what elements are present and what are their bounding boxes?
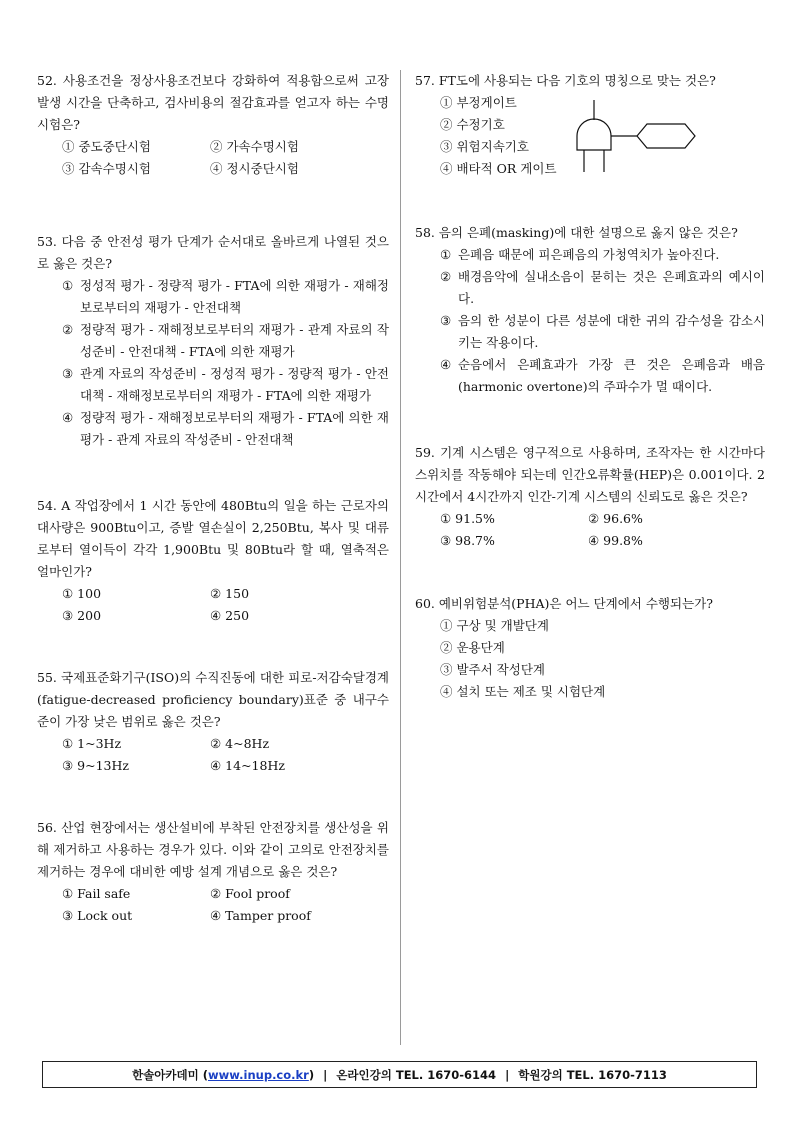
question-57 [415, 70, 765, 180]
option-4[interactable] [62, 407, 389, 451]
left-column [37, 70, 389, 927]
option-number: ④ [62, 410, 74, 425]
option-4[interactable] [440, 354, 765, 398]
option-4[interactable]: ④ 설치 또는 제조 및 시험단계 [440, 684, 606, 699]
option-number: ④ [440, 357, 452, 372]
option-list [62, 136, 389, 180]
question-56 [37, 817, 389, 927]
question-59 [415, 442, 765, 552]
option-2[interactable]: ② 운용단계 [440, 640, 505, 655]
option-1[interactable]: ① 부정게이트 [440, 95, 517, 110]
option-number: ② [440, 269, 452, 284]
option-3[interactable]: ③ Lock out [62, 908, 133, 923]
option-1[interactable]: ① 중도중단시험 [62, 139, 151, 154]
website-link[interactable]: www.inup.co.kr [208, 1067, 309, 1082]
option-1[interactable]: ① Fail safe [62, 886, 131, 901]
academy-name: 한솔아카데미 ( [132, 1067, 209, 1082]
option-2[interactable]: ② 4~8Hz [210, 736, 270, 751]
option-list [62, 275, 389, 451]
option-text: 정량적 평가 - 재해정보로부터의 재평가 - FTA에 의한 재평가 - 관계 자료의 작성준비 - 안전대책 [80, 410, 389, 447]
offline-lecture-tel: 학원강의 TEL. 1670-7113 [518, 1067, 667, 1082]
option-4[interactable]: ④ 14~18Hz [210, 758, 285, 773]
inhibit-gate-symbol-icon [575, 100, 735, 178]
option-list [440, 508, 765, 552]
online-lecture-tel: 온라인강의 TEL. 1670-6144 [336, 1067, 497, 1082]
right-column [415, 70, 765, 703]
footer-separator: | [323, 1067, 328, 1082]
option-2[interactable]: ② 수정기호 [440, 117, 505, 132]
option-text: 순음에서 은폐효과가 가장 큰 것은 은폐음과 배음(harmonic overtone)의 주파수가 멀 때이다. [458, 357, 765, 394]
option-list [62, 883, 389, 927]
option-4[interactable]: ④ 250 [210, 608, 250, 623]
option-text: 정량적 평가 - 재해정보로부터의 재평가 - 관계 자료의 작성준비 - 안전대책 - FTA에 의한 재평가 [80, 322, 389, 359]
option-1[interactable]: ① 구상 및 개발단계 [440, 618, 549, 633]
option-3[interactable] [62, 363, 389, 407]
option-list [440, 244, 765, 398]
academy-name-close: ) [308, 1067, 315, 1082]
option-1[interactable] [440, 244, 765, 266]
question-stem: 52. 사용조건을 정상사용조건보다 강화하여 적용함으로써 고장 발생 시간을 단축하고, 검사비용의 절감효과를 얻고자 하는 수명 시험은? [37, 73, 389, 132]
option-3[interactable]: ③ 200 [62, 608, 102, 623]
option-list [440, 615, 765, 703]
page-footer [42, 1061, 757, 1088]
option-2[interactable]: ② 150 [210, 586, 250, 601]
question-55 [37, 667, 389, 777]
option-2[interactable]: ② 96.6% [588, 511, 643, 526]
option-2[interactable] [62, 319, 389, 363]
column-divider [400, 70, 401, 1045]
footer-separator: | [505, 1067, 510, 1082]
question-53 [37, 231, 389, 451]
question-58 [415, 222, 765, 398]
option-3[interactable] [440, 310, 765, 354]
option-1[interactable]: ① 91.5% [440, 511, 495, 526]
option-list [62, 583, 389, 627]
option-3[interactable]: ③ 감속수명시험 [62, 161, 151, 176]
question-stem: 59. 기계 시스템은 영구적으로 사용하며, 조작자는 한 시간마다 스위치를 작동해야 되는데 인간오류확률(HEP)은 0.001이다. 2시간에서 4시간까지 인간-기계 시스템의 신뢰도로 옳은 것은? [415, 445, 765, 504]
option-4[interactable]: ④ 99.8% [588, 533, 643, 548]
question-stem: 54. A 작업장에서 1 시간 동안에 480Btu의 일을 하는 근로자의 대사량은 900Btu이고, 증발 열손실이 2,250Btu, 복사 및 대류로부터 열이득이 각각 1,900Btu 및 80Btu라 할 때, 열축적은 얼마인가? [37, 498, 389, 579]
option-3[interactable]: ③ 98.7% [440, 533, 495, 548]
question-stem: 58. 음의 은폐(masking)에 대한 설명으로 옳지 않은 것은? [415, 225, 738, 240]
option-1[interactable]: ① 1~3Hz [62, 736, 122, 751]
option-number: ① [440, 247, 452, 262]
question-60 [415, 593, 765, 703]
option-4[interactable]: ④ Tamper proof [210, 908, 311, 923]
option-2[interactable]: ② Fool proof [210, 886, 290, 901]
option-3[interactable]: ③ 9~13Hz [62, 758, 129, 773]
option-text: 음의 한 성분이 다른 성분에 대한 귀의 감수성을 감소시키는 작용이다. [458, 313, 765, 350]
question-52 [37, 70, 389, 180]
option-text: 은폐음 때문에 피은폐음의 가청역치가 높아진다. [458, 247, 720, 262]
option-4[interactable]: ④ 배타적 OR 게이트 [440, 161, 557, 176]
option-1[interactable] [62, 275, 389, 319]
question-stem: 55. 국제표준화기구(ISO)의 수직진동에 대한 피로-저감숙달경계(fatigue-decreased proficiency boundary)표준 중 내구수준이 가장 낮은 범위로 옳은 것은? [37, 670, 389, 729]
option-2[interactable] [440, 266, 765, 310]
option-number: ① [62, 278, 74, 293]
question-stem: 53. 다음 중 안전성 평가 단계가 순서대로 올바르게 나열된 것으로 옳은 것은? [37, 234, 389, 271]
option-1[interactable]: ① 100 [62, 586, 102, 601]
option-list [62, 733, 389, 777]
question-54 [37, 495, 389, 627]
option-3[interactable]: ③ 발주서 작성단계 [440, 662, 545, 677]
question-stem: 57. FT도에 사용되는 다음 기호의 명칭으로 맞는 것은? [415, 73, 716, 88]
option-number: ③ [62, 366, 74, 381]
option-text: 관계 자료의 작성준비 - 정성적 평가 - 정량적 평가 - 안전대책 - 재해정보로부터의 재평가 - FTA에 의한 재평가 [80, 366, 389, 403]
option-text: 정성적 평가 - 정량적 평가 - FTA에 의한 재평가 - 재해정보로부터의 재평가 - 안전대책 [80, 278, 389, 315]
question-stem: 60. 예비위험분석(PHA)은 어느 단계에서 수행되는가? [415, 596, 713, 611]
option-text: 배경음악에 실내소음이 묻히는 것은 은폐효과의 예시이다. [458, 269, 765, 306]
option-2[interactable]: ② 가속수명시험 [210, 139, 299, 154]
option-number: ③ [440, 313, 452, 328]
option-number: ② [62, 322, 74, 337]
option-4[interactable]: ④ 정시중단시험 [210, 161, 299, 176]
option-3[interactable]: ③ 위험지속기호 [440, 139, 529, 154]
question-stem: 56. 산업 현장에서는 생산설비에 부착된 안전장치를 생산성을 위해 제거하고 사용하는 경우가 있다. 이와 같이 고의로 안전장치를 제거하는 경우에 대비한 예방 설계 개념으로 옳은 것은? [37, 820, 389, 879]
